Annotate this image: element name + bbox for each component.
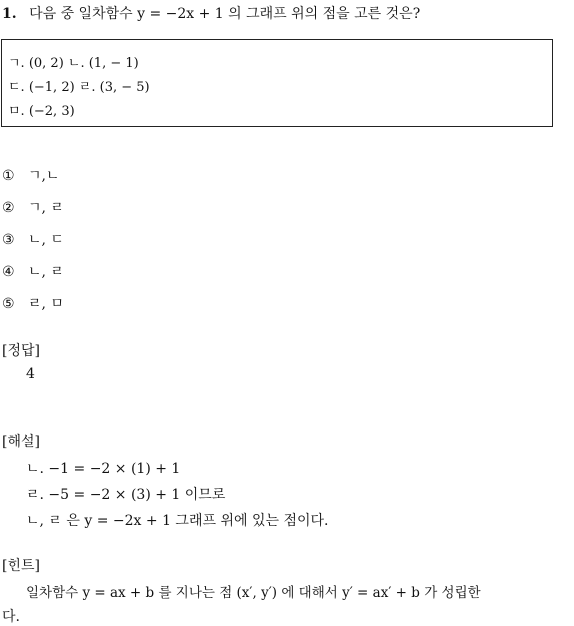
question-text: 다음 중 일차함수 y = −2x + 1 의 그래프 위의 점을 고른 것은? [29, 6, 421, 22]
choice-5[interactable] [2, 293, 64, 313]
hint-header: [힌트] [2, 558, 40, 574]
choice-2-mark: ② [2, 200, 15, 216]
choice-1-text: ㄱ,ㄴ [28, 168, 60, 184]
answer-value: 4 [26, 366, 35, 382]
choice-5-mark: ⑤ [2, 296, 15, 312]
choice-1-mark: ① [2, 168, 15, 184]
explanation-line-3: ㄴ, ㄹ 은 y = −2x + 1 그래프 위에 있는 점이다. [26, 513, 329, 529]
choice-3-text: ㄴ, ㄷ [28, 232, 64, 248]
choice-2-text: ㄱ, ㄹ [28, 200, 64, 216]
choice-1[interactable] [2, 165, 60, 185]
choice-4-mark: ④ [2, 264, 15, 280]
box-line-3: ㅁ. (−2, 3) [8, 104, 75, 119]
question [2, 3, 420, 23]
choice-5-text: ㄹ, ㅁ [28, 296, 64, 312]
choice-3-mark: ③ [2, 232, 15, 248]
box-line-1: ㄱ. (0, 2) ㄴ. (1, − 1) [8, 56, 139, 71]
choice-4-text: ㄴ, ㄹ [28, 264, 64, 280]
choice-2[interactable] [2, 197, 64, 217]
explanation-header: [해설] [2, 434, 40, 450]
explanation-line-2: ㄹ. −5 = −2 × (3) + 1 이므로 [26, 487, 226, 503]
question-number: 1. [2, 6, 17, 22]
choice-4[interactable] [2, 261, 64, 281]
answer-header: [정답] [2, 343, 40, 359]
options-box [1, 39, 553, 127]
explanation-line-1: ㄴ. −1 = −2 × (1) + 1 [26, 461, 181, 477]
choice-3[interactable] [2, 229, 64, 249]
hint-line-1: 일차함수 y = ax + b 를 지나는 점 (x′, y′) 에 대해서 y′ = ax′ + b 가 성립한 [26, 585, 481, 601]
box-line-2: ㄷ. (−1, 2) ㄹ. (3, − 5) [8, 80, 150, 95]
hint-line-2: 다. [2, 609, 20, 625]
